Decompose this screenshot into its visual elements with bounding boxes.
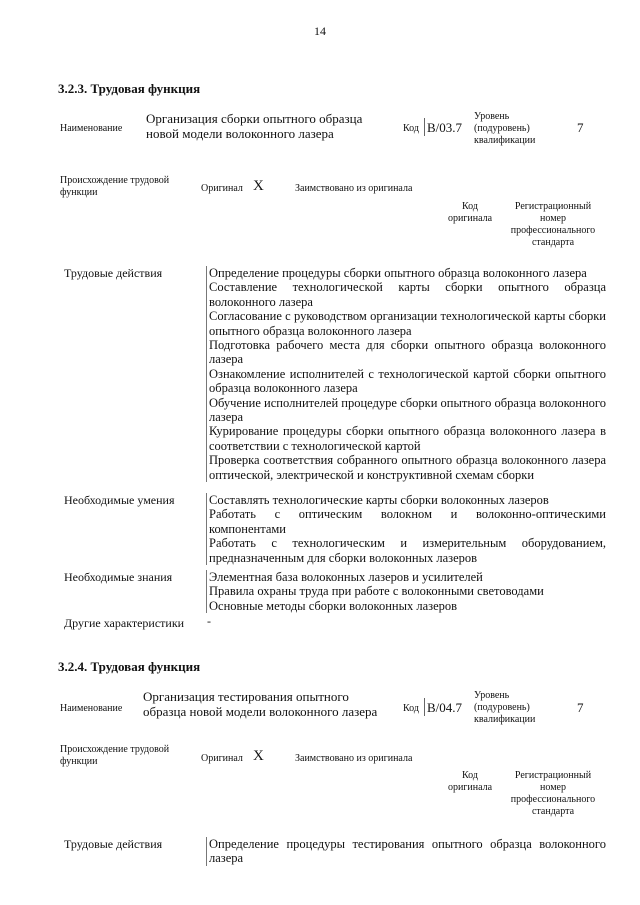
- level-value: 7: [577, 120, 584, 135]
- borrowed-label: Заимствовано из оригинала: [295, 183, 413, 194]
- section-heading: 3.2.3. Трудовая функция: [58, 81, 201, 96]
- list-item: Составлять технологические карты сборки волоконных лазеров: [206, 493, 606, 507]
- original-mark: X: [253, 748, 264, 764]
- page-number: 14: [314, 24, 326, 38]
- list-item: Согласование с руководством организации технологической карты сборки опытного образца волоконного лазера: [206, 309, 606, 338]
- level-label: Уровень (подуровень) квалификации: [474, 690, 536, 725]
- other-value: -: [207, 614, 211, 628]
- list-item: Подготовка рабочего места для сборки опытного образца волоконного лазера: [206, 338, 606, 367]
- list-item: Основные методы сборки волоконных лазеров: [206, 599, 606, 613]
- list-item: Ознакомление исполнителей с технологической картой сборки опытного образца волоконного лазера: [206, 367, 606, 396]
- knowledge-label: Необходимые знания: [64, 570, 173, 584]
- borrowed-label: Заимствовано из оригинала: [295, 753, 413, 764]
- original-label: Оригинал: [201, 183, 243, 194]
- list-item: Обучение исполнителей процедуре сборки опытного образца волоконного лазера: [206, 396, 606, 425]
- list-item: Работать с оптическим волокном и волоконно-оптическими компонентами: [206, 507, 606, 536]
- skills-label: Необходимые умения: [64, 493, 175, 507]
- level-label: Уровень (подуровень) квалификации: [474, 111, 536, 146]
- labor-actions-list: [206, 266, 606, 482]
- original-mark: X: [253, 178, 264, 194]
- code-value: B/03.7: [427, 120, 463, 135]
- skills-list: [206, 493, 606, 565]
- function-name: Организация сборки опытного образца новой модели волоконного лазера: [146, 111, 363, 141]
- origin-label: Происхождение трудовой функции: [60, 744, 170, 767]
- list-item: Правила охраны труда при работе с волоконными световодами: [206, 584, 606, 598]
- labor-actions-label: Трудовые действия: [64, 266, 163, 280]
- origin-label: Происхождение трудовой функции: [60, 175, 170, 198]
- code-label: Код: [403, 703, 419, 714]
- name-label: Наименование: [60, 123, 123, 134]
- function-name: Организация тестирования опытного образца новой модели волоконного лазера: [143, 689, 378, 719]
- list-item: Работать с технологическим и измерительным оборудованием, предназначенным для сборки волоконных лазеров: [206, 536, 606, 565]
- other-label: Другие характеристики: [64, 616, 185, 630]
- reg-number-label: Регистрационный номер профессионального стандарта: [510, 201, 596, 248]
- name-label: Наименование: [60, 703, 123, 714]
- code-label: Код: [403, 123, 419, 134]
- knowledge-list: [206, 570, 606, 613]
- code-original-label: Код оригинала: [447, 770, 493, 793]
- original-label: Оригинал: [201, 753, 243, 764]
- level-value: 7: [577, 700, 584, 715]
- list-item: Определение процедуры тестирования опытного образца волоконного лазера: [206, 837, 606, 866]
- list-item: Составление технологической карты сборки опытного образца волоконного лазера: [206, 280, 606, 309]
- code-original-label: Код оригинала: [447, 201, 493, 224]
- labor-actions-list: [206, 837, 606, 866]
- code-value: B/04.7: [427, 700, 463, 715]
- list-item: Элементная база волоконных лазеров и усилителей: [206, 570, 606, 584]
- section-heading: 3.2.4. Трудовая функция: [58, 659, 201, 674]
- list-item: Проверка соответствия собранного опытного образца волоконного лазера оптической, электрической и конструктивной схемам сборки: [206, 453, 606, 482]
- labor-actions-label: Трудовые действия: [64, 837, 163, 851]
- list-item: Определение процедуры сборки опытного образца волоконного лазера: [206, 266, 606, 280]
- list-item: Курирование процедуры сборки опытного образца волоконного лазера в соответствии с технологической картой: [206, 424, 606, 453]
- reg-number-label: Регистрационный номер профессионального стандарта: [510, 770, 596, 817]
